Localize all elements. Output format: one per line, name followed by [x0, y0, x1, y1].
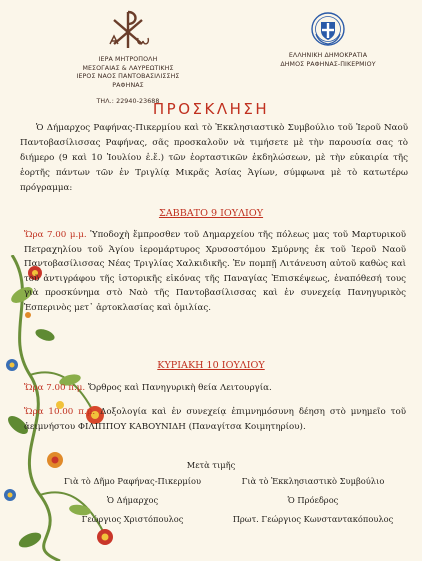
municipality-header [253, 8, 403, 69]
signatory-role: Ὁ Δήμαρχος [106, 495, 159, 505]
signatory-council [218, 475, 408, 525]
event-description: Ὄρθρος καὶ Πανηγυρικὴ θεία Λειτουργία. [85, 383, 272, 393]
phone-number: ΤΗΛ.: 22940-23688 [96, 98, 160, 106]
intro-paragraph: Ὁ Δήμαρχος Ραφήνας-Πικερμίου καὶ τὸ Ἐκκλησιαστικὸ Συμβούλιο τοῦ Ἱεροῦ Ναοῦ Παντοβασίλισσας Ραφήνας, σᾶς προσκαλοῦν νὰ τιμήσετε μὲ τὴν παρουσία σας τὸ διήμερο (9 καὶ 10 Ἰουλίου ἐ.ἔ.) τῶν ἑορταστικῶν ἐκδηλώσεων, μὲ τὴν εὐκαιρία τῆς ἑορτῆς πάντων τῶν ἐν Τριγλίᾳ Μικρᾶς Ἀσίας Ἁγίων, σύμφωνα μὲ τὸ κατωτέρω πρόγραμμα: [20, 123, 408, 193]
greek-republic-seal-icon [311, 10, 345, 48]
event-time: Ὥρα 7.00 π.μ. [24, 383, 86, 393]
church-header [48, 8, 208, 107]
church-name: ΙΕΡΟΣ ΝΑΟΣ ΠΑΝΤΟΒΑΣΙΛΙΣΣΗΣ [76, 73, 180, 81]
chi-rho-icon [106, 8, 150, 52]
closing-salutation: Μετὰ τιμῆς [186, 460, 236, 470]
signatory-name: Πρωτ. Γεώργιος Κωνσταντακόπουλος [232, 514, 394, 524]
day2-event2 [24, 405, 406, 434]
signatory-role: Ὁ Πρόεδρος [287, 495, 339, 505]
signatory-mayor [50, 475, 215, 525]
event-description: Ὑποδοχὴ ἔμπροσθεν τοῦ Δημαρχείου τῆς πόλεως μας τοῦ Μαρτυρικοῦ Πετραχηλίου τοῦ Ἁγίου ἱερομάρτυρος Χρυσοστόμου Σμύρνης ἐκ τοῦ Ἱεροῦ Ναοῦ Παντοβασίλισσας Νέας Τριγλίας Χαλκιδικῆς. Ἐν πομπῇ Λιτάνευση αὐτοῦ καθὼς καὶ τοῦ ἀντιγράφου τῆς ἱστορικῆς εἰκόνας τῆς Παναγίας Ἐπισκέψεως, ἐναπόθεσή τους γιὰ προσκύνημα στὸ Ναὸ τῆς Παντοβασίλισσας καὶ ἐν συνεχείᾳ Πανηγυρικὸς Ἑσπερινὸς μετ᾽ ἀρτοκλασίας καὶ ὁμιλίας. [24, 230, 406, 313]
day1-event [24, 228, 406, 316]
diocese-label: ΜΕΣΟΓΑΙΑΣ & ΛΑΥΡΕΩΤΙΚΗΣ [82, 64, 174, 72]
republic-label: ΕΛΛΗΝΙΚΗ ΔΗΜΟΚΡΑΤΙΑ [288, 52, 368, 59]
day2-event1 [24, 381, 406, 396]
day2-heading: ΚΥΡΙΑΚΗ 10 ΙΟΥΛΙΟΥ [157, 360, 265, 371]
signatory-name: Γεώργιος Χριστόπουλος [81, 514, 184, 524]
event-description: Δοξολογία καὶ ἐν συνεχείᾳ ἐπιμνημόσυνη δέηση στὸ μνημεῖο τοῦ ἀειμνήστου ΦΙΛΙΠΠΟΥ ΚΑΒΟΥΝΙΔΗ (Παναγίτσα Κοιμητηρίου). [24, 407, 406, 432]
page-title: ΠΡΟΣΚΛΗΣΗ [152, 100, 270, 118]
town-name: ΡΑΦΗΝΑΣ [112, 81, 144, 89]
metropolis-label: ΙΕΡΑ ΜΗΤΡΟΠΟΛΗ [98, 56, 158, 63]
signatory-org: Γιὰ τὸ Δῆμο Ραφήνας-Πικερμίου [63, 476, 202, 486]
event-time: Ὥρα 7.00 μ.μ. [24, 230, 87, 240]
municipality-name: ΔΗΜΟΣ ΡΑΦΗΝΑΣ-ΠΙΚΕΡΜΙΟΥ [280, 60, 376, 68]
signatory-org: Γιὰ τὸ Ἐκκλησιαστικὸ Συμβούλιο [241, 476, 385, 486]
day1-heading: ΣΑΒΒΑΤΟ 9 ΙΟΥΛΙΟΥ [158, 208, 264, 219]
event-time: Ὥρα 10.00 π.μ. [24, 407, 96, 417]
